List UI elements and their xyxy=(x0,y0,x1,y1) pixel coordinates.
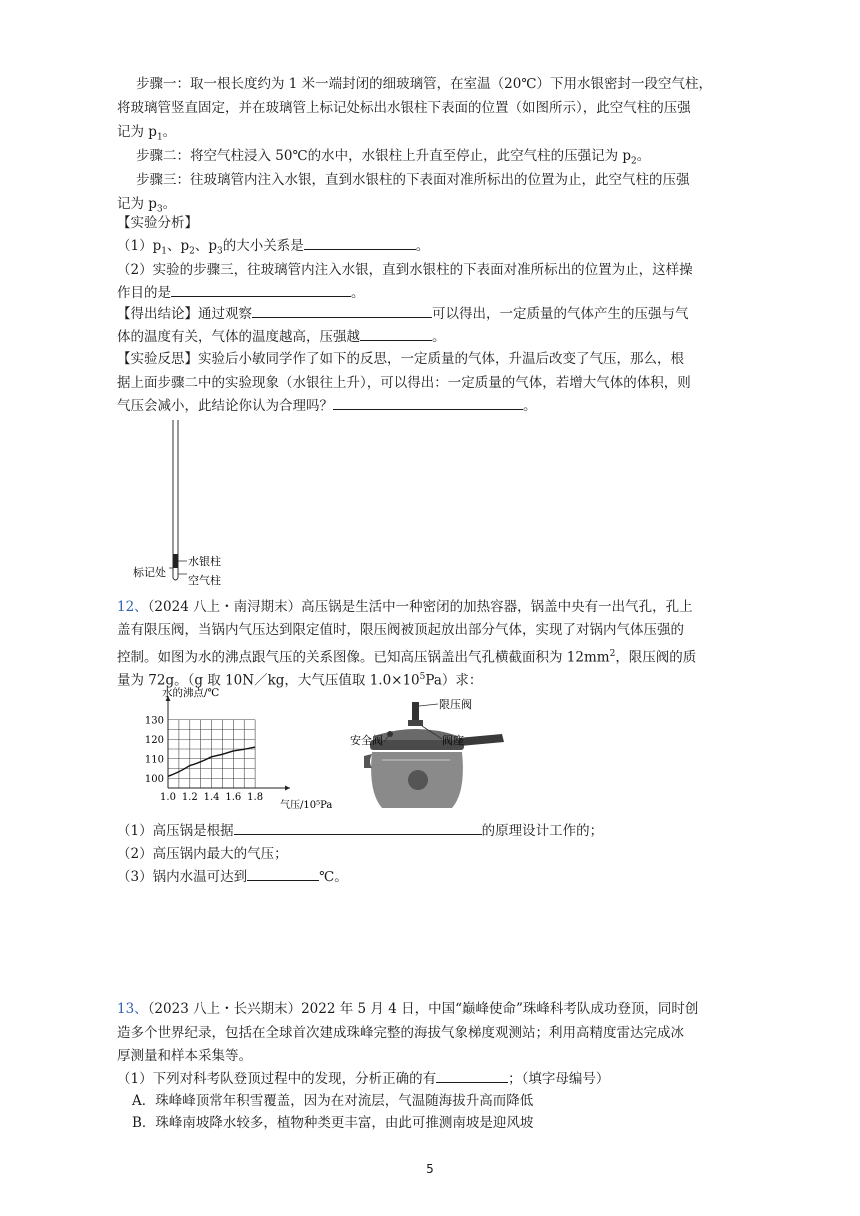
x-tick-label: 1.2 xyxy=(181,792,198,803)
q12-line2: 盖有限压阀，当锅内气压达到限定值时，限压阀被顶起放出部分气体，实现了对锅内气体压强的 xyxy=(117,622,684,638)
valve-seat-label: 阀座 xyxy=(442,734,464,747)
q12-sub2: （2）高压锅内最大的气压； xyxy=(117,846,288,862)
step1-line2: 将玻璃管竖直固定，并在玻璃管上标记处标出水银柱下表面的位置（如图所示），此空气柱的压强 xyxy=(117,100,691,116)
q13-sub1: （1）下列对科考队登顶过程中的发现，分析正确的有 ；（填字母编号） xyxy=(117,1071,610,1087)
conclusion-line1: 【得出结论】通过观察 可以得出，一定质量的气体产生的压强与气 xyxy=(117,306,689,322)
answer-blank[interactable] xyxy=(234,822,482,835)
q12-sub3: （3）锅内水温可达到 ℃。 xyxy=(117,869,348,885)
answer-blank[interactable] xyxy=(304,237,416,250)
y-tick-label: 110 xyxy=(144,754,164,766)
x-tick-label: 1.0 xyxy=(160,792,176,803)
q13-line3: 厚测量和样本采集等。 xyxy=(117,1048,252,1064)
q12-line1: 12、（2024 八上・南浔期末）高压锅是生活中一种密闭的加热容器，锅盖中央有一出气孔，孔上 xyxy=(117,599,693,615)
q12-line3: 控制。如图为水的沸点跟气压的关系图像。已知高压锅盖出气孔横截面积为 $12mm^2$，限压阀的质 xyxy=(117,649,697,666)
pressure-cooker-illustration xyxy=(364,702,504,808)
x-tick-label: 1.8 xyxy=(247,792,264,803)
y-tick-label: 100 xyxy=(144,773,164,785)
step2-line: 步骤二：将空气柱浸入 50℃的水中，水银柱上升直至停止，此空气柱的压强记为 $p_2$。 xyxy=(136,148,651,167)
answer-blank[interactable] xyxy=(252,305,432,318)
chart-x-axis-label: 气压/10⁵Pa xyxy=(280,800,333,811)
boiling-point-chart xyxy=(140,684,350,814)
x-tick-label: 1.6 xyxy=(225,792,242,803)
reflection-line2: 据上面步骤二中的实验现象（水银往上升），可以得出：一定质量的气体，若增大气体的体积，则 xyxy=(117,375,691,391)
q13-line2: 造多个世界纪录，包括在全球首次建成珠峰完整的海拔气象梯度观测站；利用高精度雷达完成冰 xyxy=(117,1025,684,1041)
answer-blank[interactable] xyxy=(171,284,351,297)
analysis-q2-line1: （2）实验的步骤三，往玻璃管内注入水银，直到水银柱的下表面对准所标出的位置为止，这样操 xyxy=(117,262,693,278)
pressure-cooker-figure xyxy=(342,694,512,818)
chart-grid xyxy=(168,720,255,788)
q13-line1: 13、（2023 八上・长兴期末）2022 年 5 月 4 日，中国“巅峰使命”珠峰科考队成功登顶，同时创 xyxy=(117,1001,699,1017)
q12-sub1: （1）高压锅是根据 的原理设计工作的； xyxy=(117,823,604,839)
chart-axes xyxy=(166,696,291,791)
y-tick-label: 130 xyxy=(144,715,164,727)
answer-blank[interactable] xyxy=(333,397,523,410)
y-tick-label: 120 xyxy=(144,734,164,746)
analysis-title: 【实验分析】 xyxy=(117,215,198,231)
chart-y-axis-label: 水的沸点/℃ xyxy=(162,687,220,699)
q13-source: （2023 八上・长兴期末） xyxy=(147,1001,302,1017)
glass-tube-figure xyxy=(125,418,235,590)
safety-valve-label: 安全阀 xyxy=(350,734,383,747)
mark-label: 标记处 xyxy=(133,566,166,579)
q12-number: 12、 xyxy=(117,599,148,615)
q13-option-a: A．珠峰峰顶常年积雪覆盖，因为在对流层，气温随海拔升高而降低 xyxy=(132,1093,534,1109)
q13-number: 13、 xyxy=(117,1001,148,1017)
step1-line3: 记为 $p_1$。 xyxy=(117,124,177,143)
step1-line1: 步骤一：取一根长度约为 1 米一端封闭的细玻璃管，在室温（20℃）下用水银密封一段空气柱， xyxy=(136,76,712,92)
step3-line1: 步骤三：往玻璃管内注入水银，直到水银柱的下表面对准所标出的位置为止，此空气柱的压强 xyxy=(136,172,690,188)
limit-valve-label: 限压阀 xyxy=(439,698,472,711)
q12-line4: 量为 72g。（g 取 10N／kg，大气压值取 $1.0\times 10^5Pa$）求： xyxy=(117,672,483,689)
chart-tick-labels xyxy=(145,715,263,803)
x-axis-arrow xyxy=(285,786,290,791)
q13-option-b: B．珠峰南坡降水较多，植物种类更丰富，由此可推测南坡是迎风坡 xyxy=(132,1115,534,1131)
q12-source: （2024 八上・南浔期末） xyxy=(147,599,302,615)
answer-blank[interactable] xyxy=(247,868,319,881)
analysis-q2-line2: 作目的是 。 xyxy=(117,285,365,301)
conclusion-line2: 体的温度有关，气体的温度越高，压强越 。 xyxy=(117,329,446,345)
answer-blank[interactable] xyxy=(360,328,432,341)
mercury-label: 水银柱 xyxy=(188,555,221,568)
reflection-line3: 气压会减小，此结论你认为合理吗？ 。 xyxy=(117,398,537,414)
x-tick-label: 1.4 xyxy=(203,792,220,803)
step3-line2: 记为 $p_3$。 xyxy=(117,196,177,215)
air-column-label: 空气柱 xyxy=(188,574,221,587)
page-number: 5 xyxy=(426,1162,434,1176)
answer-blank[interactable] xyxy=(436,1070,508,1083)
analysis-q1: $(1)p_1$、$p_2$、$p_3$的大小关系是 。 xyxy=(117,238,430,257)
mercury-column xyxy=(173,554,178,568)
reflection-line1: 【实验反思】实验后小敏同学作了如下的反思，一定质量的气体，升温后改变了气压，那么，根 xyxy=(117,351,684,367)
